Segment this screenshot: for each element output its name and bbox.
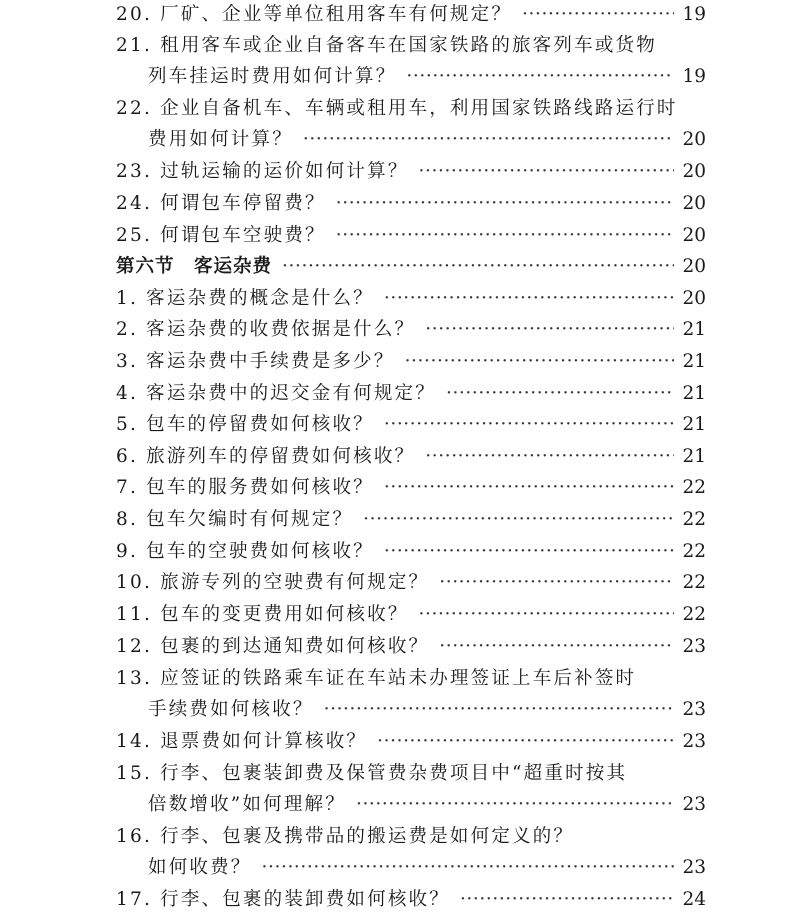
page-number: 23 (682, 636, 706, 657)
toc-line (116, 726, 706, 757)
page-number: 22 (682, 509, 706, 530)
toc-entry-text: 倍数增收”如何理解？ (148, 794, 346, 815)
toc-line (116, 283, 706, 314)
toc-entry-text: 4. 客运杂费中的迟交金有何规定？ (116, 383, 436, 404)
page-number: 22 (682, 541, 706, 562)
dot-leader (439, 631, 674, 662)
toc-entry-text: 7. 包车的服务费如何核收？ (116, 477, 374, 498)
page-number: 21 (682, 383, 706, 404)
page-number: 22 (682, 477, 706, 498)
toc-entry-5 (116, 409, 706, 440)
page-number: 20 (682, 288, 706, 309)
toc-line (116, 30, 706, 61)
toc-entry-text: 11. 包车的变更费用如何核收？ (116, 604, 409, 625)
toc-entry-25 (116, 220, 706, 251)
toc-line (116, 346, 706, 377)
toc-line (116, 409, 706, 440)
section-title: 第六节 客运杂费 (116, 256, 273, 277)
page-number: 23 (682, 699, 706, 720)
toc-entry-text: 12. 包裹的到达通知费如何核收？ (116, 636, 430, 657)
toc-entry-9 (116, 536, 706, 567)
dot-leader (377, 726, 674, 757)
page-number: 20 (682, 225, 706, 246)
toc-section-heading (116, 251, 706, 282)
toc-entry-text: 手续费如何核收？ (148, 699, 314, 720)
dot-leader (384, 536, 675, 567)
page-number: 24 (682, 889, 706, 910)
toc-entry-3 (116, 346, 706, 377)
toc-line (116, 188, 706, 219)
dot-leader (405, 346, 675, 377)
page-number: 21 (682, 446, 706, 467)
toc-entry-12 (116, 631, 706, 662)
toc-entry-text: 17. 行李、包裹的装卸费如何核收？ (116, 889, 450, 910)
toc-line (116, 156, 706, 187)
dot-leader (460, 884, 675, 915)
dot-leader (336, 188, 675, 219)
dot-leader (303, 124, 675, 155)
toc-entry-20 (116, 0, 706, 30)
page-number: 23 (682, 857, 706, 878)
toc-line (116, 631, 706, 662)
toc-line (116, 821, 706, 852)
toc-line-continued (116, 61, 706, 92)
toc-entry-text: 6. 旅游列车的停留费如何核收？ (116, 446, 416, 467)
toc-line (116, 663, 706, 694)
page-number: 21 (682, 414, 706, 435)
dot-leader (384, 409, 675, 440)
toc-entry-text: 25. 何谓包车空驶费？ (116, 225, 326, 246)
page-number: 23 (682, 794, 706, 815)
dot-leader (425, 314, 674, 345)
page-number: 20 (682, 256, 706, 277)
toc-entry-text: 1. 客运杂费的概念是什么？ (116, 288, 374, 309)
dot-leader (324, 694, 675, 725)
page-number: 20 (682, 129, 706, 150)
toc-entry-text: 14. 退票费如何计算核收？ (116, 731, 368, 752)
toc-entry-text: 5. 包车的停留费如何核收？ (116, 414, 374, 435)
dot-leader (406, 61, 674, 92)
page-number: 19 (682, 4, 706, 25)
toc-entry-2 (116, 314, 706, 345)
toc-entry-13 (116, 663, 706, 725)
dot-leader (282, 251, 674, 282)
toc-entry-17 (116, 884, 706, 915)
toc-line (116, 567, 706, 598)
toc-line (116, 504, 706, 535)
toc-entry-text: 23. 过轨运输的运价如何计算？ (116, 161, 409, 182)
toc-entry-text: 20. 厂矿、企业等单位租用客车有何规定？ (116, 4, 513, 25)
dot-leader (439, 567, 674, 598)
toc-entry-text: 2. 客运杂费的收费依据是什么？ (116, 319, 416, 340)
dot-leader (522, 0, 674, 30)
toc-line (116, 884, 706, 915)
page-number: 19 (682, 66, 706, 87)
toc-entry-text: 13. 应签证的铁路乘车证在车站未办理签证上车后补签时 (116, 668, 637, 689)
toc-entry-21 (116, 30, 706, 92)
toc-line (116, 314, 706, 345)
toc-entry-11 (116, 599, 706, 630)
toc-entry-text: 3. 客运杂费中手续费是多少？ (116, 351, 395, 372)
toc-entry-10 (116, 567, 706, 598)
toc-entry-text: 22. 企业自备机车、车辆或租用车，利用国家铁路线路运行时 (116, 98, 678, 119)
dot-leader (356, 789, 674, 820)
toc-line-continued (116, 789, 706, 820)
toc-entry-7 (116, 472, 706, 503)
toc-line (116, 251, 706, 282)
dot-leader (336, 220, 675, 251)
toc-entry-text: 9. 包车的空驶费如何核收？ (116, 541, 374, 562)
toc-entry-4 (116, 378, 706, 409)
toc-entry-15 (116, 758, 706, 820)
toc-line (116, 758, 706, 789)
toc-entry-text: 费用如何计算？ (148, 129, 293, 150)
toc-line-continued (116, 694, 706, 725)
toc-line (116, 441, 706, 472)
dot-leader (384, 283, 675, 314)
dot-leader (419, 599, 675, 630)
toc-line (116, 536, 706, 567)
toc-entry-22 (116, 93, 706, 155)
toc-entry-text: 16. 行李、包裹及携带品的搬运费是如何定义的？ (116, 826, 575, 847)
dot-leader (384, 472, 675, 503)
page-number: 20 (682, 193, 706, 214)
page-number: 22 (682, 572, 706, 593)
page-number: 20 (682, 161, 706, 182)
toc-entry-14 (116, 726, 706, 757)
page-number: 21 (682, 351, 706, 372)
toc-entry-text: 8. 包车欠编时有何规定？ (116, 509, 354, 530)
toc-entry-text: 15. 行李、包裹装卸费及保管费杂费项目中“超重时按其 (116, 763, 628, 784)
page-number: 21 (682, 319, 706, 340)
dot-leader (363, 504, 674, 535)
toc-entry-23 (116, 156, 706, 187)
toc-entry-1 (116, 283, 706, 314)
toc-entry-8 (116, 504, 706, 535)
dot-leader (425, 441, 674, 472)
dot-leader (446, 378, 674, 409)
toc-line (116, 599, 706, 630)
toc-entry-text: 列车挂运时费用如何计算？ (148, 66, 397, 87)
toc-entry-text: 如何收费？ (148, 857, 252, 878)
dot-leader (419, 156, 675, 187)
toc-line-continued (116, 124, 706, 155)
toc-entry-text: 24. 何谓包车停留费？ (116, 193, 326, 214)
toc-line (116, 0, 706, 30)
toc-entry-6 (116, 441, 706, 472)
toc-line-continued (116, 852, 706, 883)
toc-entry-text: 21. 租用客车或企业自备客车在国家铁路的旅客列车或货物 (116, 35, 657, 56)
toc-entry-24 (116, 188, 706, 219)
toc-line (116, 472, 706, 503)
page-number: 22 (682, 604, 706, 625)
toc-entry-text: 10. 旅游专列的空驶费有何规定？ (116, 572, 430, 593)
page-number: 23 (682, 731, 706, 752)
dot-leader (262, 852, 675, 883)
toc-line (116, 220, 706, 251)
toc-line (116, 93, 706, 124)
toc-line (116, 378, 706, 409)
toc-entry-16 (116, 821, 706, 883)
